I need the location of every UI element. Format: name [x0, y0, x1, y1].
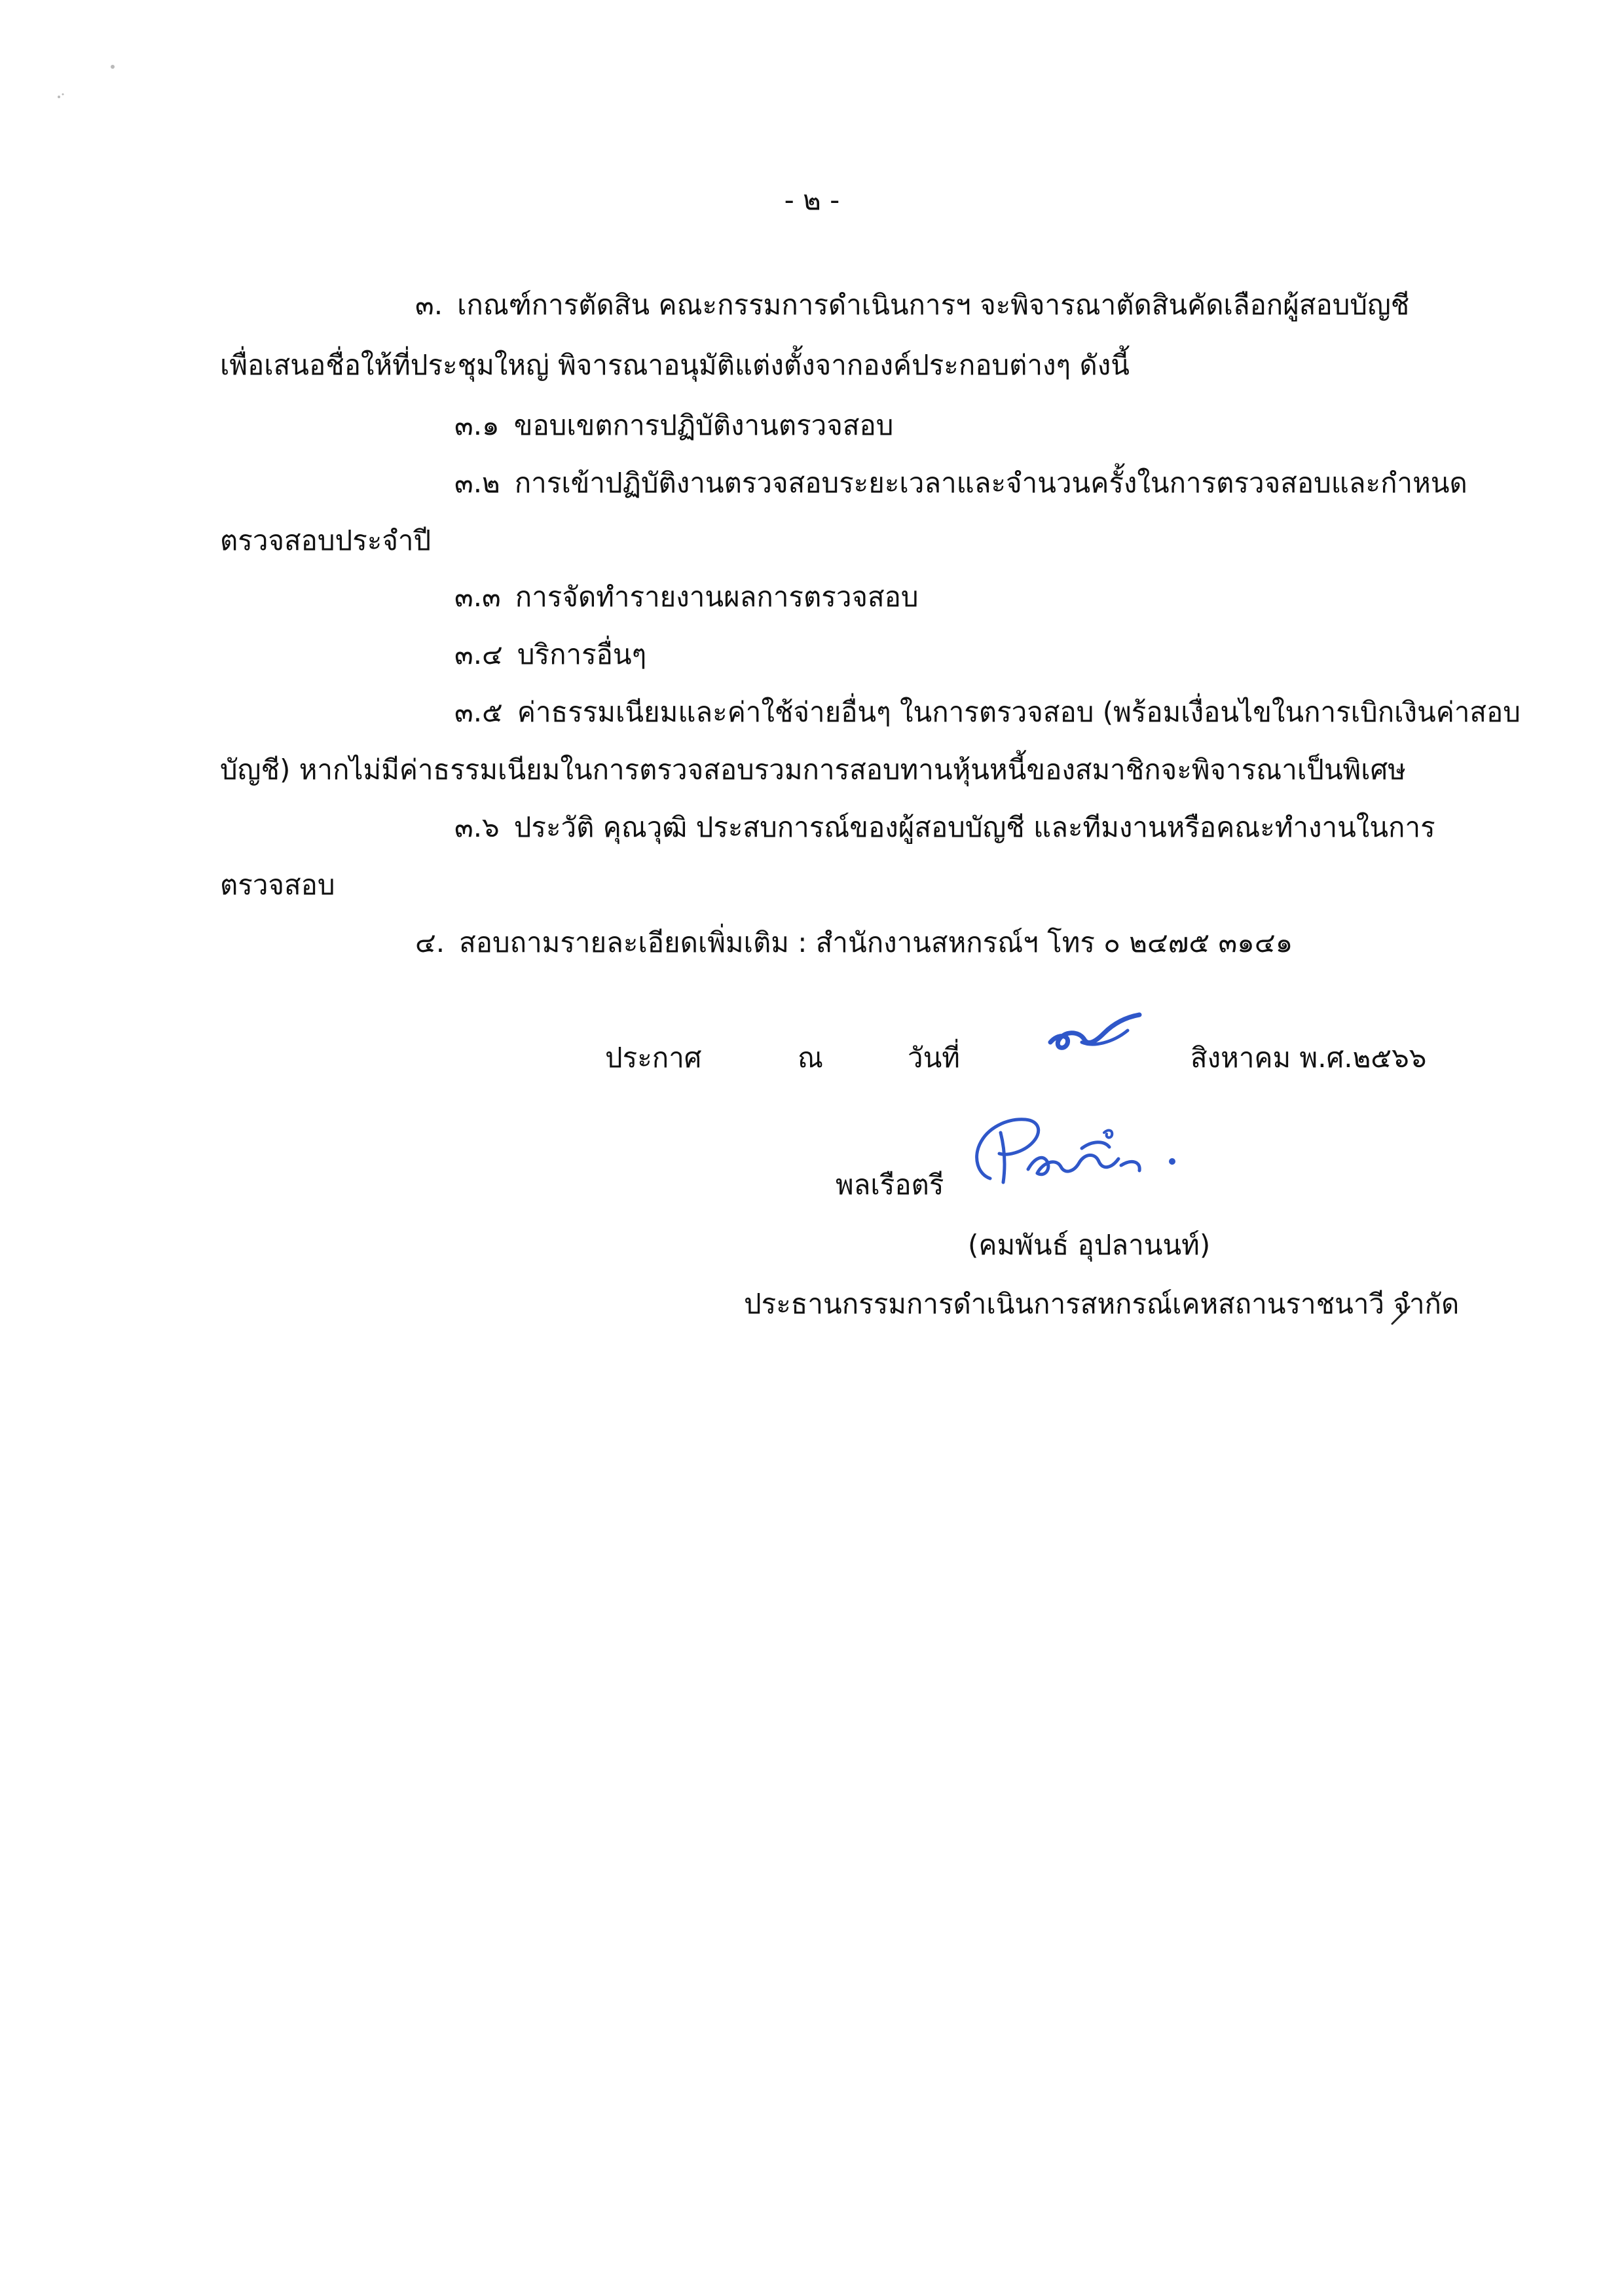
section3-item-3	[454, 577, 919, 617]
item-text: ค่าธรรมเนียมและค่าใช้จ่ายอื่นๆ ในการตรวจสอบ (พร้อมเงื่อนไขในการเบิกเงินค่าสอบ	[517, 696, 1521, 728]
announce-month-year: สิงหาคม พ.ศ.๒๕๖๖	[1190, 1042, 1427, 1074]
section3-item-2	[454, 464, 1467, 503]
section3-item-5-continuation: บัญชี) หากไม่มีค่าธรรมเนียมในการตรวจสอบรวมการสอบทานหุ้นหนี้ของสมาชิกจะพิจารณาเป็นพิเศษ	[220, 754, 1406, 786]
section3-item-6-continuation: ตรวจสอบ	[220, 869, 335, 901]
page-number: - ๒ -	[784, 184, 840, 216]
item-number: ๓.๑	[454, 409, 500, 441]
item-number: ๓.๕	[454, 696, 503, 728]
signatory-position	[744, 1285, 1459, 1324]
handwritten-day-ink	[1041, 1008, 1166, 1067]
section3-number: ๓.	[415, 289, 443, 321]
item-text: การจัดทำรายงานผลการตรวจสอบ	[515, 581, 919, 613]
section4-number: ๔.	[415, 926, 445, 958]
section3-item-2-continuation: ตรวจสอบประจำปี	[220, 524, 432, 556]
item-number: ๓.๒	[454, 467, 500, 499]
section3-item-4	[454, 635, 646, 674]
item-text: การเข้าปฏิบัติงานตรวจสอบระยะเวลาและจำนวนครั้งในการตรวจสอบและกำหนด	[514, 467, 1467, 499]
item-number: ๓.๖	[454, 811, 500, 843]
item-number: ๓.๓	[454, 581, 501, 613]
section3-item-1	[454, 406, 893, 445]
end-slash-mark	[1388, 1302, 1414, 1328]
section3-heading-text: เกณฑ์การตัดสิน คณะกรรมการดำเนินการฯ จะพิจารณาตัดสินคัดเลือกผู้สอบบัญชี	[457, 289, 1410, 321]
announce-date-word: วันที่	[908, 1042, 960, 1074]
item-text: บริการอื่นๆ	[517, 638, 647, 670]
section3-heading-line2: เพื่อเสนอชื่อให้ที่ประชุมใหญ่ พิจารณาอนุมัติแต่งตั้งจากองค์ประกอบต่างๆ ดังนี้	[220, 349, 1130, 381]
section3-heading-line1	[415, 285, 1409, 325]
item-number: ๓.๔	[454, 638, 503, 670]
scan-speck-marks	[39, 59, 131, 111]
signatory-name: (คมพันธ์ อุปลานนท์)	[968, 1229, 1211, 1261]
section4-line	[415, 923, 1293, 962]
item-text: ขอบเขตการปฏิบัติงานตรวจสอบ	[513, 409, 894, 441]
section3-item-5	[454, 693, 1521, 732]
item-text: ประวัติ คุณวุฒิ ประสบการณ์ของผู้สอบบัญชี และทีมงานหรือคณะทำงานในการ	[513, 811, 1435, 843]
section4-text: สอบถามรายละเอียดเพิ่มเติม : สำนักงานสหกรณ์ฯ โทร ๐ ๒๔๗๕ ๓๑๔๑	[459, 926, 1293, 958]
section3-item-6	[454, 808, 1435, 847]
announce-at-word: ณ	[798, 1042, 823, 1074]
announce-word: ประกาศ	[605, 1042, 702, 1074]
signatory-position-text: ประธานกรรมการดำเนินการสหกรณ์เคหสถานราชนาวี จำกัด	[744, 1288, 1460, 1320]
signatory-rank: พลเรือตรี	[836, 1169, 944, 1201]
signature-ink	[964, 1106, 1200, 1205]
